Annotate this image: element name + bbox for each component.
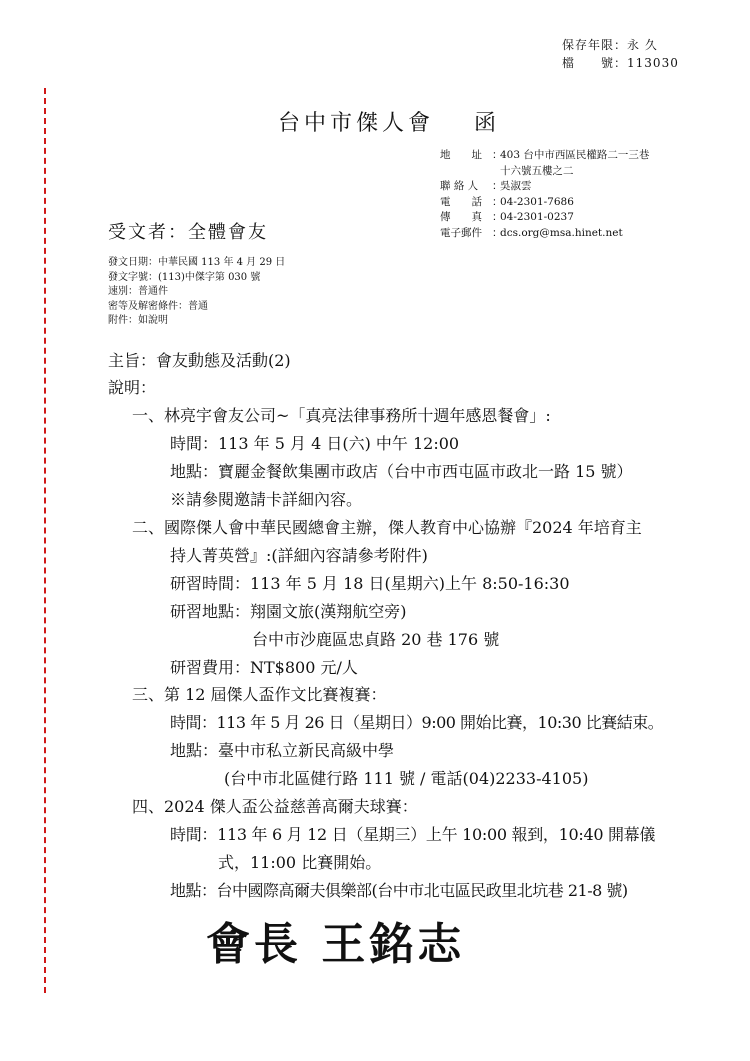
address-label: 地 址 bbox=[440, 149, 482, 161]
attachment: 附件：如說明 bbox=[108, 315, 168, 326]
item-2-heading: 二、國際傑人會中華民國總會主辦，傑人教育中心協辦『2024 年培育主 bbox=[132, 518, 642, 537]
issue-number: 發文字號：(113)中傑字第 030 號 bbox=[108, 271, 261, 283]
item-2-place: 研習地點：翔園文旅(漢翔航空旁) bbox=[170, 602, 407, 621]
phone-value: 04-2301-7686 bbox=[500, 195, 574, 208]
item-2-heading-cont: 持人菁英營』:(詳細內容請參考附件) bbox=[170, 546, 428, 565]
file-number: 檔 號：113030 bbox=[562, 56, 679, 70]
item-2-fee: 研習費用：NT$800 元/人 bbox=[170, 658, 358, 677]
item-2-address: 台中市沙鹿區忠貞路 20 巷 176 號 bbox=[252, 630, 500, 649]
address-line-1: 403 台中市西區民權路二一三巷 bbox=[500, 149, 650, 161]
contact-person-value: 吳淑雲 bbox=[500, 180, 532, 192]
file-value: 113030 bbox=[627, 56, 679, 70]
item-2-time: 研習時間：113 年 5 月 18 日(星期六)上午 8:50-16:30 bbox=[170, 574, 570, 593]
binding-margin-line bbox=[44, 88, 46, 993]
document-meta bbox=[108, 256, 285, 329]
item-1-place: 地點：寶麗金餐飲集團市政店（台中市西屯區市政北一路 15 號） bbox=[170, 462, 633, 481]
contact-block: 地 址 ： 403 台中市西區民權路二一三巷 十六號五樓之二 聯 絡 人 ： 吳淑雲 電 話 ： 04-2301-7686 傳 真 ： 04-2301-0237 電子郵件 ： dcs.org@msa.hinet.net bbox=[440, 148, 649, 241]
recipient: 受文者：全體會友 bbox=[108, 222, 268, 243]
contact-person-label: 聯 絡 人 bbox=[440, 180, 479, 192]
signature: 會長 王銘志 bbox=[206, 919, 466, 970]
retention-label: 保存年限 bbox=[562, 38, 615, 52]
address-line-2: 十六號五樓之二 bbox=[500, 164, 574, 177]
item-1-time: 時間：113 年 5 月 4 日(六) 中午 12:00 bbox=[170, 434, 460, 453]
doc-type: 函 bbox=[474, 111, 501, 136]
subject: 主旨：會友動態及活動(2) bbox=[108, 351, 291, 370]
fax-value: 04-2301-0237 bbox=[500, 211, 574, 223]
explain-heading: 說明： bbox=[108, 378, 157, 397]
item-4-time: 時間：113 年 6 月 12 日（星期三）上午 10:00 報到，10:40 開幕儀 bbox=[170, 825, 656, 844]
phone-label: 電 話 bbox=[440, 195, 482, 208]
item-4-heading: 四、2024 傑人盃公益慈善高爾夫球賽： bbox=[132, 797, 418, 816]
file-label: 檔 號 bbox=[562, 56, 615, 70]
item-4-time-cont: 式，11:00 比賽開始。 bbox=[218, 853, 382, 872]
security-level: 密等及解密條件：普通 bbox=[108, 300, 208, 312]
item-3-heading: 三、第 12 屆傑人盃作文比賽複賽： bbox=[132, 685, 387, 704]
document-title bbox=[278, 106, 500, 137]
item-4-place: 地點：台中國際高爾夫俱樂部(台中市北屯區民政里北坑巷 21-8 號) bbox=[170, 881, 628, 900]
fax-label: 傳 真 bbox=[440, 211, 482, 223]
item-3-place: 地點：臺中市私立新民高級中學 bbox=[170, 741, 395, 760]
item-1-note: ※請參閱邀請卡詳細內容。 bbox=[170, 490, 363, 509]
org-name: 台中市傑人會 bbox=[278, 111, 435, 136]
retention-value: 永 久 bbox=[627, 38, 658, 52]
email-value: dcs.org@msa.hinet.net bbox=[500, 226, 623, 239]
item-3-address: (台中市北區健行路 111 號 / 電話(04)2233-4105) bbox=[224, 769, 589, 788]
delivery-speed: 速別：普通件 bbox=[108, 286, 168, 297]
email-label: 電子郵件 bbox=[440, 226, 482, 239]
item-3-time: 時間：113 年 5 月 26 日（星期日）9:00 開始比賽，10:30 比賽結束。 bbox=[170, 713, 664, 732]
item-1-heading: 一、林亮宇會友公司~「真亮法律事務所十週年感恩餐會」: bbox=[132, 406, 551, 425]
issue-date: 發文日期：中華民國 113 年 4 月 29 日 bbox=[108, 257, 286, 268]
retention-period: 保存年限：永 久 bbox=[562, 38, 658, 52]
